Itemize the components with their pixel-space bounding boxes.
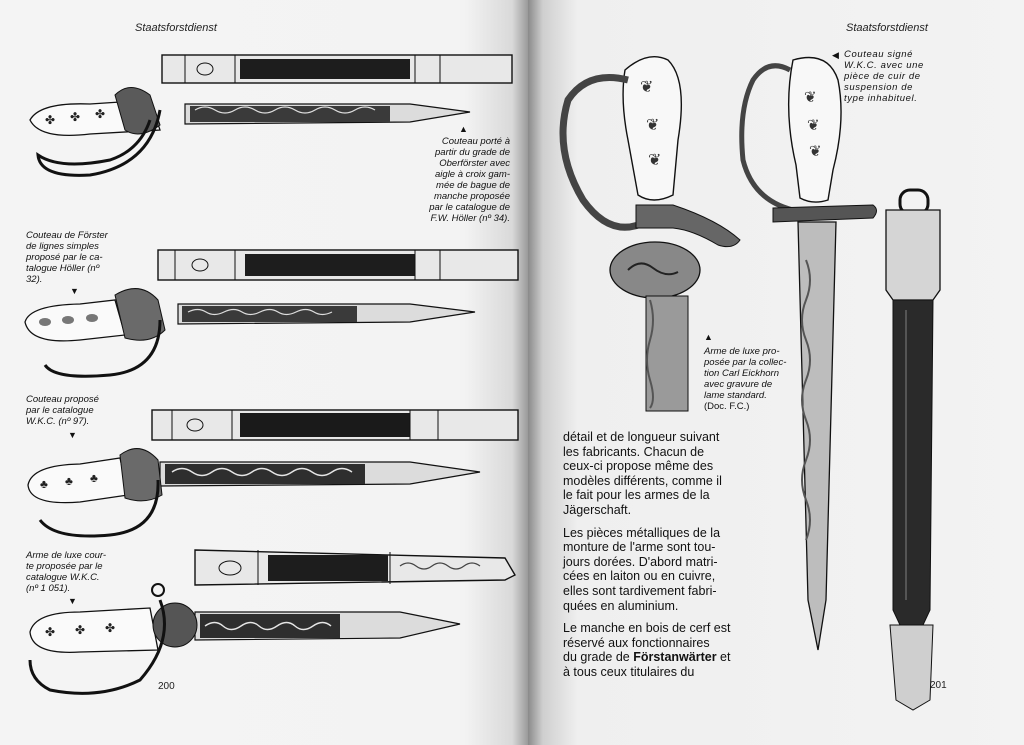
svg-text:✤: ✤: [70, 110, 81, 124]
svg-text:❦: ❦: [809, 143, 822, 160]
svg-text:❦: ❦: [648, 152, 662, 169]
svg-text:✤: ✤: [105, 621, 116, 635]
caption-forster: Couteau de Förster de lignes simples proposé par le ca- talogue Höller (nº 32).: [26, 230, 108, 285]
caption-luxe: Arme de luxe pro- posée par la collec- tion Carl Eickhorn avec gravure de lame standard. (Doc. F.C.): [704, 346, 787, 412]
paragraph-2: Les pièces métalliques de la monture de l'arme sont tou- jours dorées. D'abord matri- cées en laiton ou en cuivre, elles sont tardivement fabri- quées en aluminium.: [563, 525, 721, 613]
svg-text:✤: ✤: [75, 623, 86, 637]
arrow-up-luxe: ▲: [704, 332, 713, 342]
svg-text:❦: ❦: [807, 117, 820, 134]
caption-wkc97: Couteau proposé par le catalogue W.K.C. (nº 97).: [26, 394, 99, 427]
page-number-right: 201: [930, 680, 947, 691]
svg-text:♣: ♣: [90, 471, 98, 485]
illustration-right-scabbard: [886, 190, 940, 710]
illustration-scabbard-3: [152, 410, 518, 440]
illustration-knife-3: [28, 449, 480, 536]
svg-text:♣: ♣: [40, 477, 48, 491]
caption-oberforster: Couteau porté à partir du grade de Oberförster avec aigle à croix gam- mée de bague de manche proposée par le catalogue de F.W. Höller (nº 34).: [429, 136, 510, 224]
illustration-scabbard-4: [195, 550, 515, 585]
svg-text:♣: ♣: [65, 474, 73, 488]
arrow-down-wkc97: ▼: [68, 430, 77, 440]
svg-text:❦: ❦: [640, 79, 654, 96]
paragraph-1: détail et de longueur suivant les fabricants. Chacun de ceux-ci propose même des modèles différents, comme il le fait pour les armes de la Jägerschaft.: [563, 430, 722, 517]
caption-wkc1051: Arme de luxe cour- te proposée par le catalogue W.K.C. (nº 1 051).: [26, 550, 107, 594]
illustration-knife-2: [25, 289, 475, 377]
paragraph-3: Le manche en bois de cerf est réservé aux fonctionnaires du grade de Förstanwärter et à tous ceux titulaires du: [563, 621, 731, 679]
body-text: [563, 430, 753, 688]
running-head-right: Staatsforstdienst: [846, 22, 928, 34]
caption-signed: Couteau signé W.K.C. avec une pièce de cuir de suspension de type inhabituel.: [844, 49, 924, 104]
arrow-down-wkc1051: ▼: [68, 596, 77, 606]
arrow-down-forster: ▼: [70, 286, 79, 296]
svg-text:❦: ❦: [646, 117, 660, 134]
svg-text:✤: ✤: [45, 625, 56, 639]
right-page: [528, 0, 1024, 745]
svg-text:❦: ❦: [804, 89, 817, 106]
arrow-left-signed: ◀: [832, 50, 839, 60]
svg-text:✤: ✤: [45, 113, 56, 127]
running-head-left: Staatsforstdienst: [135, 22, 217, 34]
illustration-scabbard-1: [162, 55, 512, 83]
page-number-left: 200: [158, 681, 175, 692]
illustration-knife-4: [30, 584, 460, 693]
arrow-up-oberforster: ▲: [459, 124, 468, 134]
svg-text:✤: ✤: [95, 107, 106, 121]
illustration-scabbard-2: [158, 250, 518, 280]
